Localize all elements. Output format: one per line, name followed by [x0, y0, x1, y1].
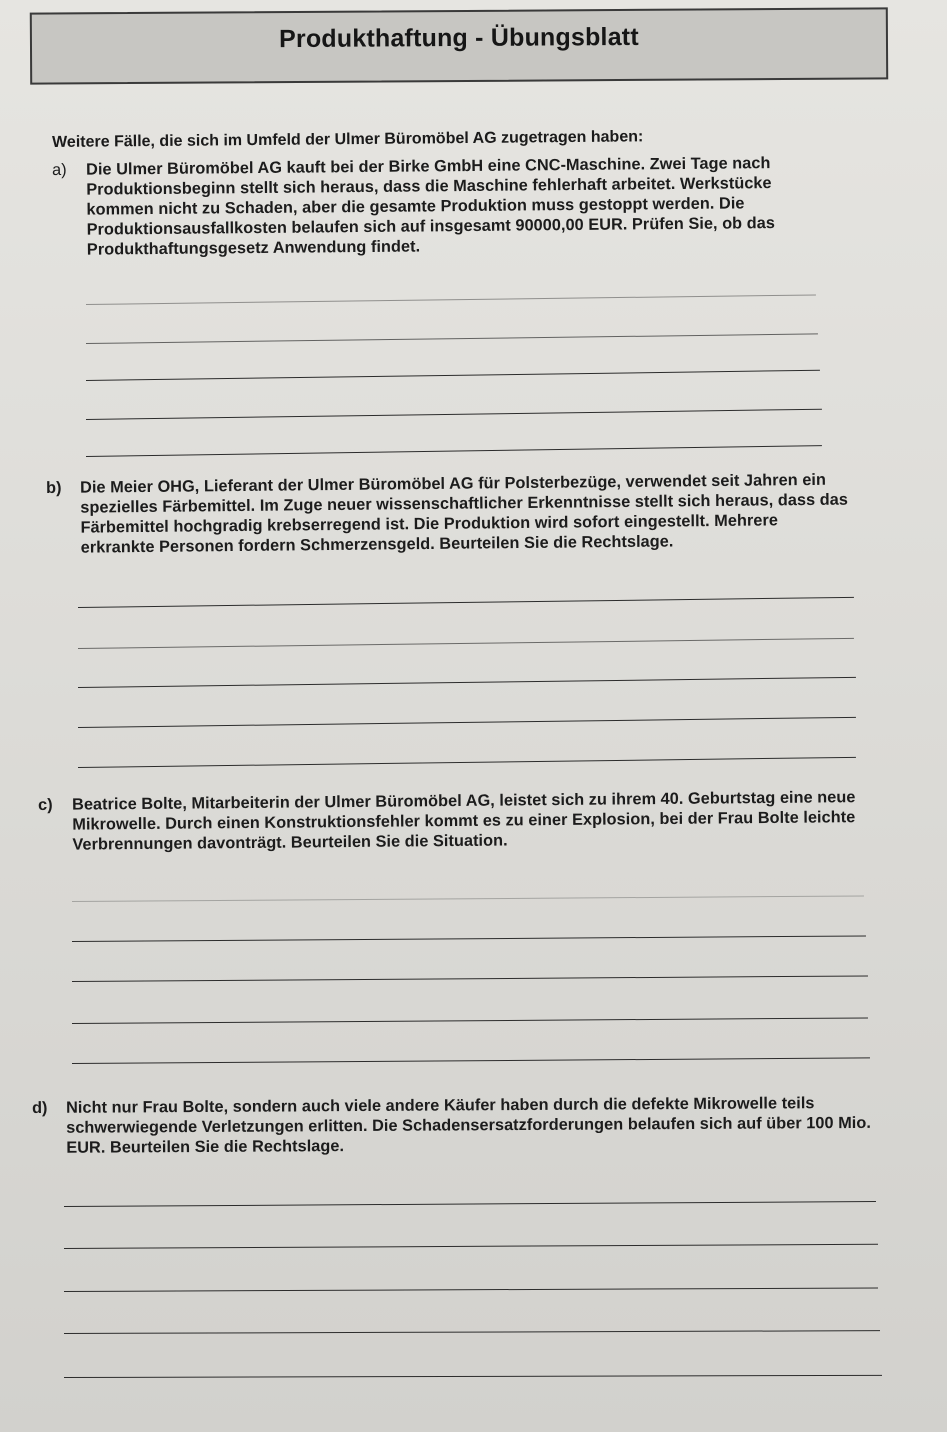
answer-line[interactable] [72, 1057, 870, 1064]
task-letter: b) [46, 478, 62, 497]
answer-line[interactable] [64, 1201, 876, 1207]
answer-line[interactable] [64, 1375, 882, 1378]
intro-heading: Weitere Fälle, die sich im Umfeld der Ulmer Büromöbel AG zugetragen haben: [52, 128, 644, 151]
answer-line[interactable] [64, 1244, 878, 1249]
task-text: Die Ulmer Büromöbel AG kauft bei der Birke GmbH eine CNC-Maschine. Zwei Tage nach Produktionsbeginn stellt sich heraus, dass die Maschine fehlerhaft arbeitet. Werkstücke kommen nicht zu Schaden, aber die gesamte Produktion muss gestoppt werden. Die Produktionsausfallkosten belaufen sich auf insgesamt 90000,00 EUR. Prüfen Sie, ob das Produkthaftungsgesetz Anwendung findet. [86, 154, 776, 259]
task-text: Die Meier OHG, Lieferant der Ulmer Büromöbel AG für Polsterbezüge, verwendet seit Jahren ein spezielles Färbemittel. Im Zuge neuer wissenschaftlicher Erkenntnisse stellt sich heraus, dass das Färbemittel hochgradig krebserregend ist. Die Produktion wird sofort eingestellt. Mehrere erkrankte Personen fordern Schmerzensgeld. Beurteilen Sie die Rechtslage. [80, 470, 849, 557]
answer-line[interactable] [78, 597, 854, 608]
task-text: Nicht nur Frau Bolte, sondern auch viele andere Käufer haben durch die defekte Mikrowelle teils schwerwiegende Verletzungen erlitten. Die Schadensersatzforderungen belaufen sich auf über 100 Mio. EUR. Beurteilen Sie die Rechtslage. [66, 1094, 871, 1157]
task-a [52, 152, 843, 260]
answer-line[interactable] [72, 1017, 868, 1024]
task-d [32, 1093, 878, 1158]
answer-line[interactable] [78, 757, 856, 768]
task-b [46, 470, 855, 558]
answer-line[interactable] [64, 1330, 880, 1334]
task-letter: a) [52, 160, 67, 179]
answer-line[interactable] [78, 638, 854, 649]
answer-line[interactable] [86, 294, 816, 305]
answer-line[interactable] [78, 677, 856, 688]
page-title: Produkthaftung - Übungsblatt [279, 22, 639, 54]
task-text: Beatrice Bolte, Mitarbeiterin der Ulmer Büromöbel AG, leistet sich zu ihrem 40. Geburtstag eine neue Mikrowelle. Durch einen Konstruktionsfehler kommt es zu einer Explosion, bei der Frau Bolte leichte Verbrennungen davonträgt. Beurteilen Sie die Situation. [72, 788, 856, 854]
title-box [30, 7, 888, 84]
answer-line[interactable] [86, 333, 818, 344]
answer-line[interactable] [72, 895, 864, 902]
task-letter: c) [38, 795, 53, 814]
answer-line[interactable] [72, 975, 868, 982]
answer-line[interactable] [86, 409, 822, 420]
task-letter: d) [32, 1098, 48, 1117]
answer-line[interactable] [64, 1287, 878, 1292]
answer-line[interactable] [86, 445, 822, 457]
answer-line[interactable] [78, 717, 856, 728]
task-c [38, 787, 867, 855]
answer-line[interactable] [72, 935, 866, 942]
answer-line[interactable] [86, 370, 820, 381]
